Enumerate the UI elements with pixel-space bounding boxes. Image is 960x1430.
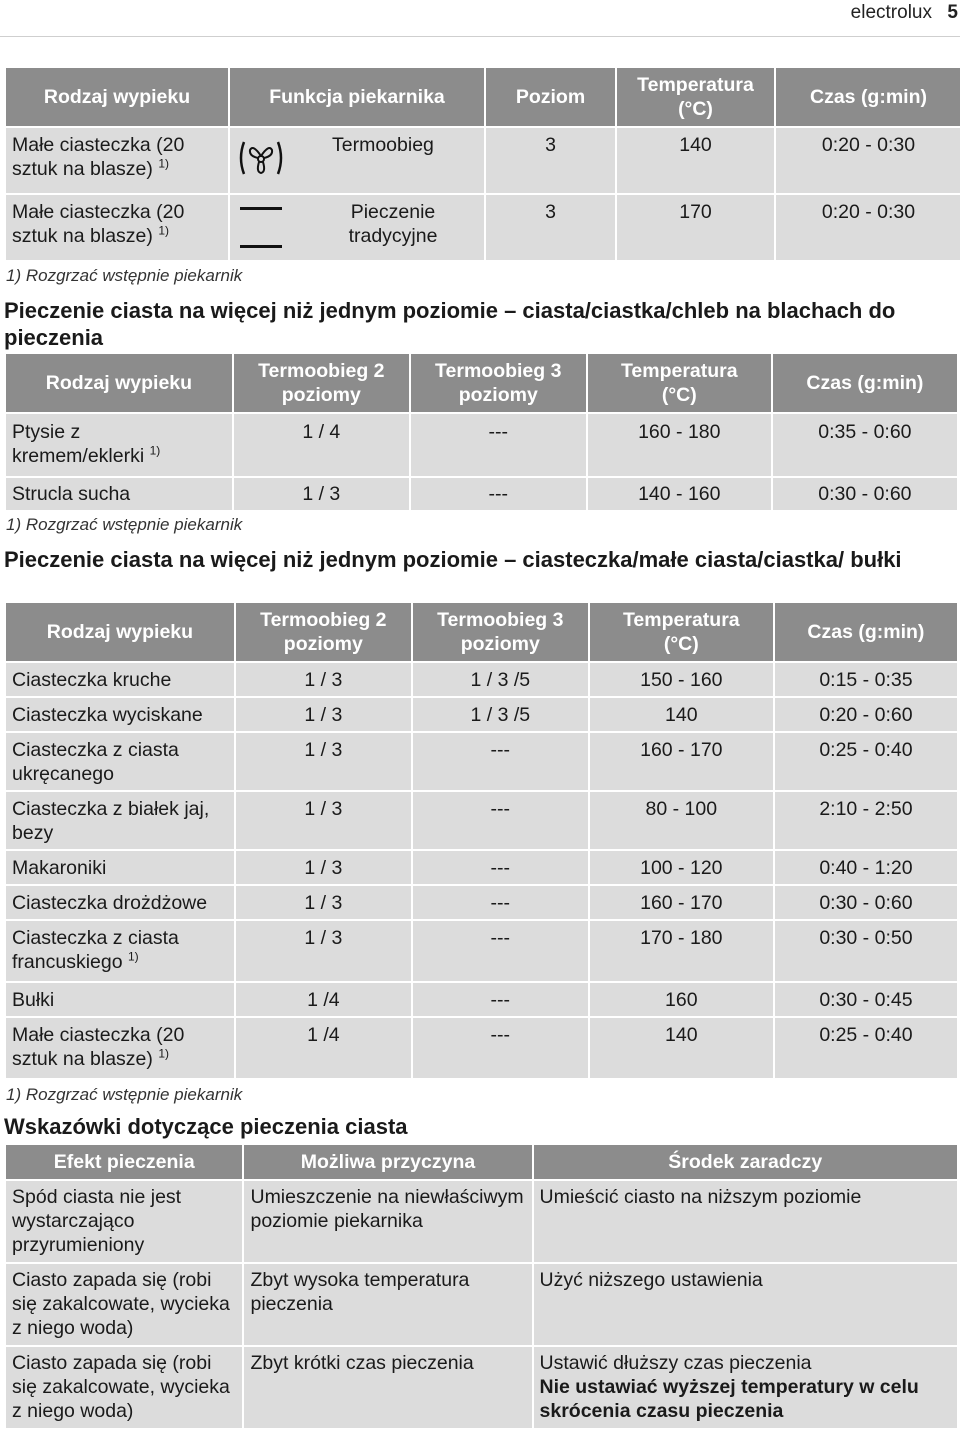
table-row — [6, 696, 957, 731]
table-row — [6, 884, 957, 919]
page-header — [760, 0, 960, 26]
table-row — [6, 1262, 957, 1345]
cell-level3: --- — [413, 1016, 588, 1078]
col-header: Temperatura (°C) — [588, 354, 771, 412]
col-header: Czas (g:min) — [773, 354, 957, 412]
cell-level3: 1 / 3 /5 — [413, 661, 588, 696]
function-label: Termoobieg — [332, 134, 434, 156]
function-label: Pieczenie tradycyjne — [348, 201, 438, 247]
col-header: Temperatura (°C) — [617, 68, 774, 126]
cell-remedy: Ustawić dłuższy czas pieczenia Nie ustawiać wyższej temperatury w celu skrócenia czasu pieczenia — [534, 1345, 958, 1428]
footnote: 1) Rozgrzać wstępnie piekarnik — [6, 515, 243, 534]
col-header: Czas (g:min) — [776, 68, 960, 126]
table-multilevel-cakes — [4, 354, 959, 510]
table-row — [6, 476, 957, 510]
cell-temp: 170 — [617, 193, 774, 260]
cell-time: 0:25 - 0:40 — [775, 1016, 957, 1078]
cell-name: Makaroniki — [6, 849, 234, 884]
col-header: Czas (g:min) — [775, 603, 957, 661]
table-row — [6, 1016, 957, 1078]
cell-name: Bułki — [6, 981, 234, 1016]
cell-level2: 1 /4 — [236, 1016, 411, 1078]
table-row — [6, 849, 957, 884]
table-header-row — [6, 68, 960, 126]
table-baking-tips — [4, 1145, 959, 1428]
cell-time: 0:20 - 0:30 — [776, 193, 960, 260]
col-header: Rodzaj wypieku — [6, 354, 232, 412]
cell-remedy: Użyć niższego ustawienia — [534, 1262, 958, 1345]
table-row — [6, 1345, 957, 1428]
cell-level: 3 — [486, 193, 615, 260]
cell-temp: 160 - 170 — [590, 731, 773, 790]
cell-function — [230, 126, 484, 193]
cell-level3: --- — [413, 919, 588, 981]
cell-time: 0:30 - 0:60 — [775, 884, 957, 919]
cell-name: Małe ciasteczka (20 sztuk na blasze) $^{1)}$ — [6, 126, 228, 193]
table-row — [6, 126, 960, 193]
cell-time: 0:30 - 0:45 — [775, 981, 957, 1016]
col-header: Rodzaj wypieku — [6, 603, 234, 661]
cell-level2: 1 / 3 — [236, 849, 411, 884]
table-row — [6, 1179, 957, 1262]
cell-time: 2:10 - 2:50 — [775, 790, 957, 849]
cell-temp: 140 — [590, 1016, 773, 1078]
col-header: Termoobieg 2 poziomy — [234, 354, 409, 412]
cell-name: Ciasteczka drożdżowe — [6, 884, 234, 919]
cell-temp: 140 - 160 — [588, 476, 771, 510]
top-bottom-heat-icon — [240, 207, 282, 251]
table-row — [6, 193, 960, 260]
table-header-row — [6, 354, 957, 412]
cell-level2: 1 / 3 — [236, 696, 411, 731]
cell-level3: --- — [413, 849, 588, 884]
footnote: 1) Rozgrzać wstępnie piekarnik — [6, 1085, 243, 1104]
cell-name: Małe ciasteczka (20 sztuk na blasze) $^{1)}$ — [6, 193, 228, 260]
cell-effect: Ciasto zapada się (robi się zakalcowate, wycieka z niego woda) — [6, 1262, 242, 1345]
section-title: Pieczenie ciasta na więcej niż jednym poziomie – ciasteczka/małe ciasta/ciastka/ bułki — [4, 547, 902, 572]
cell-level2: 1 / 3 — [236, 731, 411, 790]
cell-level2: 1 / 3 — [236, 884, 411, 919]
cell-name: Ciasteczka z ciasta francuskiego $^{1)}$ — [6, 919, 234, 981]
cell-level2: 1 / 4 — [234, 412, 409, 476]
cell-name: Ciasteczka z białek jaj, bezy — [6, 790, 234, 849]
col-header: Termoobieg 3 poziomy — [411, 354, 586, 412]
col-header: Środek zaradczy — [534, 1145, 958, 1179]
cell-level3: 1 / 3 /5 — [413, 696, 588, 731]
cell-level3: --- — [411, 412, 586, 476]
cell-temp: 170 - 180 — [590, 919, 773, 981]
table-row — [6, 412, 957, 476]
cell-time: 0:30 - 0:50 — [775, 919, 957, 981]
cell-level2: 1 / 3 — [236, 790, 411, 849]
footnote: 1) Rozgrzać wstępnie piekarnik — [6, 266, 243, 285]
cell-name: Małe ciasteczka (20 sztuk na blasze) $^{1)}$ — [6, 1016, 234, 1078]
cell-level3: --- — [413, 884, 588, 919]
cell-name: Strucla sucha — [6, 476, 232, 510]
cell-effect: Ciasto zapada się (robi się zakalcowate, wycieka z niego woda) — [6, 1345, 242, 1428]
cell-remedy: Umieścić ciasto na niższym poziomie — [534, 1179, 958, 1262]
section-title: Pieczenie ciasta na więcej niż jednym poziomie – ciasta/ciastka/chleb na blachach do pieczenia — [4, 298, 896, 350]
cell-level3: --- — [413, 981, 588, 1016]
cell-level2: 1 /4 — [236, 981, 411, 1016]
cell-temp: 80 - 100 — [590, 790, 773, 849]
cell-temp: 140 — [590, 696, 773, 731]
cell-level3: --- — [411, 476, 586, 510]
cell-name: Ciasteczka kruche — [6, 661, 234, 696]
cell-temp: 160 — [590, 981, 773, 1016]
table-row — [6, 919, 957, 981]
col-header: Funkcja piekarnika — [230, 68, 484, 126]
cell-effect: Spód ciasta nie jest wystarczająco przyrumieniony — [6, 1179, 242, 1262]
cell-cause: Zbyt wysoka temperatura pieczenia — [244, 1262, 531, 1345]
cell-level3: --- — [413, 731, 588, 790]
cell-level2: 1 / 3 — [234, 476, 409, 510]
col-header: Możliwa przyczyna — [244, 1145, 531, 1179]
table-row — [6, 790, 957, 849]
col-header: Poziom — [486, 68, 615, 126]
cell-level3: --- — [413, 790, 588, 849]
table-header-row — [6, 1145, 957, 1179]
cell-time: 0:40 - 1:20 — [775, 849, 957, 884]
section-title: Wskazówki dotyczące pieczenia ciasta — [4, 1114, 408, 1139]
cell-temp: 160 - 180 — [588, 412, 771, 476]
col-header: Temperatura (°C) — [590, 603, 773, 661]
page-number: 5 — [947, 2, 958, 23]
cell-temp: 160 - 170 — [590, 884, 773, 919]
col-header: Termoobieg 3 poziomy — [413, 603, 588, 661]
table-row — [6, 981, 957, 1016]
table-row — [6, 661, 957, 696]
cell-name: Ciasteczka wyciskane — [6, 696, 234, 731]
cell-time: 0:35 - 0:60 — [773, 412, 957, 476]
cell-name: Ciasteczka z ciasta ukręcanego — [6, 731, 234, 790]
col-header: Rodzaj wypieku — [6, 68, 228, 126]
cell-time: 0:15 - 0:35 — [775, 661, 957, 696]
cell-function — [230, 193, 484, 260]
cell-level2: 1 / 3 — [236, 919, 411, 981]
cell-time: 0:30 - 0:60 — [773, 476, 957, 510]
table-row — [6, 731, 957, 790]
cell-time: 0:20 - 0:60 — [775, 696, 957, 731]
table-multilevel-cookies — [4, 603, 959, 1078]
fan-icon — [236, 138, 286, 178]
cell-level2: 1 / 3 — [236, 661, 411, 696]
table-header-row — [6, 603, 957, 661]
brand-name: electrolux — [850, 2, 932, 23]
cell-temp: 140 — [617, 126, 774, 193]
cell-name: Ptysie z kremem/eklerki $^{1)}$ — [6, 412, 232, 476]
cell-level: 3 — [486, 126, 615, 193]
cell-time: 0:20 - 0:30 — [776, 126, 960, 193]
col-header: Termoobieg 2 poziomy — [236, 603, 411, 661]
cell-temp: 100 - 120 — [590, 849, 773, 884]
cell-time: 0:25 - 0:40 — [775, 731, 957, 790]
cell-cause: Zbyt krótki czas pieczenia — [244, 1345, 531, 1428]
cell-cause: Umieszczenie na niewłaściwym poziomie piekarnika — [244, 1179, 531, 1262]
col-header: Efekt pieczenia — [6, 1145, 242, 1179]
header-divider — [0, 36, 960, 37]
cell-temp: 150 - 160 — [590, 661, 773, 696]
table-oven-function — [4, 68, 960, 260]
